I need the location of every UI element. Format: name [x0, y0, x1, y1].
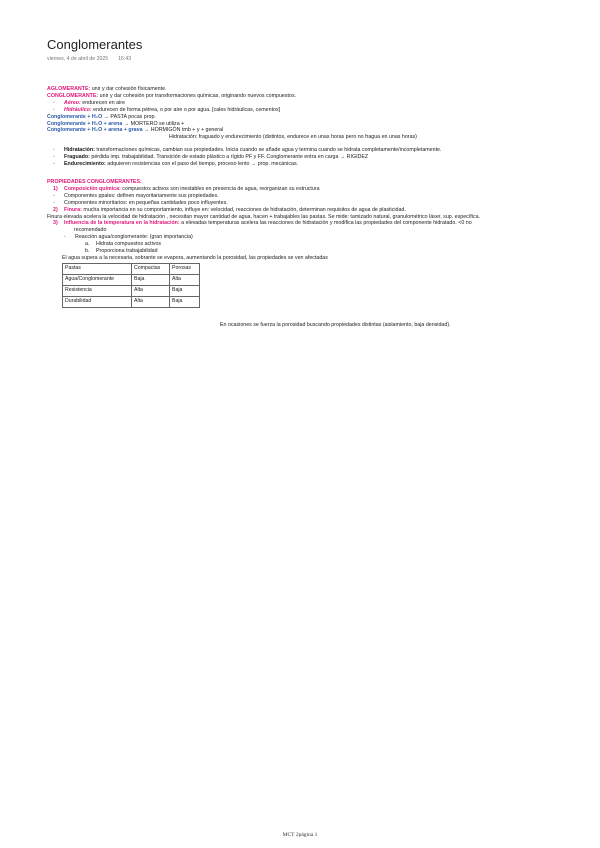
table-row [63, 296, 200, 307]
process-endurecimiento [47, 161, 557, 168]
prop-text: mucha importancia en su comportamiento, influye en: velocidad, reacciones de hidratación, determinan requisitos de agua de plasticidad. [81, 206, 406, 213]
mix-text: → MORTERO se utiliza + [122, 120, 185, 127]
prop-label: Influencia de la temperatura en la hidratación: [64, 220, 180, 227]
page-date: viernes, 4 de abril de 2025 [47, 56, 109, 62]
sub-text: Componentes ppales: definen mayoritariamente sus propiedades. [64, 192, 219, 199]
item-number: 2) [53, 206, 58, 213]
table-header-cell: Porosas [170, 263, 200, 274]
agua-line: El agua supera a la necesaria, sobrante se evapora, aumentando la porosidad, las propiedades se ven afectadas [62, 254, 328, 261]
sub-text: Reacción agua/conglomerante: (gran importancia) [75, 234, 193, 241]
bullet-icon: ◦ [64, 234, 66, 241]
page-time: 16:43 [118, 56, 132, 62]
mix-label: Conglomerante + H₂O [47, 113, 103, 120]
def-aglomerante [47, 86, 557, 93]
table-header-row [63, 263, 200, 274]
mix-label: Conglomerante + H₂O + arena [47, 120, 123, 127]
bullet-icon: ◦ [53, 99, 55, 106]
term-label: Hidráulico: [64, 106, 92, 113]
table-cell: Alta [132, 296, 170, 307]
sub-text: Componentes minoritarios: en pequeñas cantidades poco influyentes. [64, 199, 228, 206]
table-cell: Durabilidad [63, 296, 132, 307]
item-letter: a. [85, 241, 90, 248]
process-label: Hidratación: [64, 147, 95, 154]
process-text: transformaciones químicas, cambian sus propiedades. Inicia cuando se añade agua y termina cuando se hidrata completamente/incompletamente. [94, 147, 442, 154]
prop-sub-ppales [47, 193, 557, 200]
bullet-icon: ◦ [53, 192, 55, 199]
term-text: endurecen de forma pétrea, o por aire o por agua. [cales hidráulicas, cementos] [91, 106, 281, 113]
reaccion-sub-b [47, 248, 557, 255]
def-aereo [47, 100, 557, 107]
bullet-icon: ◦ [53, 154, 55, 161]
mix-pasta [47, 114, 557, 121]
bullet-icon: ◦ [53, 161, 55, 168]
table-header-cell: Pastas [63, 263, 132, 274]
table-header-cell: Compactas [132, 263, 170, 274]
side-note: En ocasiones se fuerza la porosidad buscando propiedades distintas (aislamiento, baja densidad). [220, 322, 451, 328]
table-row [63, 274, 200, 285]
item-number: 1) [53, 185, 58, 192]
mix-text: → PASTA pocas prop. [102, 113, 156, 120]
term-text: endurecen en aire [80, 99, 125, 106]
def-hidraulico [47, 107, 557, 114]
prop-label: Finura: [64, 206, 82, 213]
process-label: Fraguado: [64, 154, 90, 161]
prop-label: Composición química: [64, 185, 121, 192]
term-label: CONGLOMERANTE: [47, 92, 99, 99]
process-text: adquieren resistencias con el paso del tiempo, proceso lento → prop. mecánicas. [105, 161, 299, 168]
sub-text: Proporciona trabajabilidad [96, 248, 158, 255]
note-body [47, 86, 557, 308]
term-text: unir y dar cohesión físicamente. [90, 86, 167, 92]
pastas-table [62, 263, 200, 308]
prop-finura [47, 207, 557, 214]
prop-composicion [47, 186, 557, 193]
process-fraguado [47, 154, 557, 161]
bullet-icon: ◦ [53, 147, 55, 154]
table-cell: Baja [170, 296, 200, 307]
reaccion-sub-a [47, 241, 557, 248]
table-cell: Resistencia [63, 285, 132, 296]
page-title: Conglomerantes [47, 37, 143, 52]
term-text: unir y dar cohesión por transformaciones químicas, originando nuevos compuestos. [98, 92, 297, 99]
mix-label: Conglomerante + H₂O + arena + grava [47, 127, 143, 134]
process-label: Endurecimiento: [64, 161, 106, 168]
section-heading: PROPIEDADES CONGLOMERANTES: [47, 178, 142, 185]
item-letter: b. [85, 248, 90, 255]
item-number: 3) [53, 220, 58, 227]
table-cell: Agua/Conglomerante [63, 274, 132, 285]
hidratacion-summary: Hidratación: fraguado y endurecimiento (distintos, endurece en unas horas pero no fragua en unas horas) [169, 134, 417, 141]
prop-temperatura [47, 220, 557, 227]
table-row [63, 285, 200, 296]
bullet-icon: ◦ [53, 199, 55, 206]
term-label: Aéreo: [64, 99, 81, 106]
table-cell: Baja [132, 274, 170, 285]
process-text: pérdida imp. trabajabilidad. Transición de estado plástico a rígido PF y FF. Conglomerante entra en carga → RIGIDEZ [89, 154, 369, 161]
page-meta [47, 56, 131, 62]
term-label: AGLOMERANTE: [47, 86, 91, 92]
table-cell: Alta [170, 274, 200, 285]
sub-text: Hidrata compuestos activos [96, 241, 162, 248]
temperatura-cont: recomendado [74, 227, 107, 234]
bullet-icon: ◦ [53, 106, 55, 113]
def-conglomerante [47, 93, 557, 100]
mix-text: → HORMIGÓN tmb + y + general [142, 127, 224, 134]
table-cell: Baja [170, 285, 200, 296]
mix-hormigon [47, 127, 557, 134]
table-cell: Alta [132, 285, 170, 296]
page-footer: MCT 2página 1 [282, 832, 318, 838]
finura-detail: Finura elevada acelera la velocidad de hidratación , necesitan mayor cantidad de agua, hacen + trabajables las pastas. Se mide: tamizado natural, granulométrico láser, sup. específica. [47, 213, 480, 220]
prop-sub-minoritarios [47, 200, 557, 207]
prop-text: a elevadas temperaturas acelera las reacciones de hidratación y modifica las propiedades del componente hidratado. <0 no [179, 220, 472, 227]
reaccion-item [47, 234, 557, 241]
prop-text: compuestos activos son inestables en presencia de agua, reorganizan su estructura [120, 185, 320, 192]
process-hidratacion [47, 147, 557, 154]
